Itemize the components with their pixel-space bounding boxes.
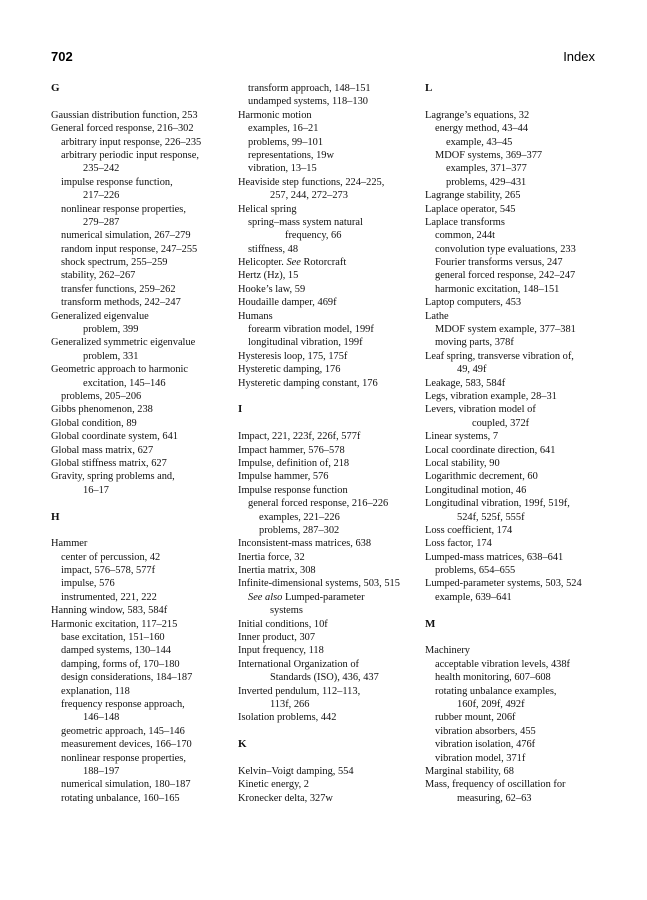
index-entry: Harmonic motion xyxy=(238,109,312,121)
index-subentry: center of percussion, 42 xyxy=(61,551,161,563)
letter-heading: M xyxy=(425,617,436,630)
index-entry: Legs, vibration example, 28–31 xyxy=(425,390,557,402)
index-subentry: coupled, 372f xyxy=(472,417,530,429)
index-entry: Gibbs phenomenon, 238 xyxy=(51,404,153,416)
index-subentry: instrumented, 221, 222 xyxy=(61,591,157,603)
index-entry: International Organization of xyxy=(238,658,359,670)
section-spacer xyxy=(51,497,231,510)
index-subentry: measurement devices, 166–170 xyxy=(61,739,192,751)
index-subentry: stiffness, 48 xyxy=(248,243,299,255)
index-subentry: arbitrary input response, 226–235 xyxy=(61,136,202,148)
index-subentry: general forced response, 242–247 xyxy=(435,270,576,282)
index-subentry: energy method, 43–44 xyxy=(435,123,529,135)
index-entry: Leaf spring, transverse vibration of, xyxy=(425,350,574,362)
index-column-3 xyxy=(425,82,605,805)
index-entry: Heaviside step functions, 224–225, xyxy=(238,176,385,188)
index-entry: Linear systems, 7 xyxy=(425,431,499,443)
index-entry: Machinery xyxy=(425,645,471,657)
index-subentry: health monitoring, 607–608 xyxy=(435,672,551,684)
index-entry: Lagrange stability, 265 xyxy=(425,190,521,202)
index-subentry: problems, 99–101 xyxy=(248,136,324,148)
index-subentry: rubber mount, 206f xyxy=(435,712,516,724)
index-column-2 xyxy=(238,82,418,805)
index-subentry: spring–mass system natural xyxy=(248,216,363,228)
index-subentry: examples, 221–226 xyxy=(259,511,340,523)
see-reference: See xyxy=(286,257,301,269)
index-subentry: 160f, 209f, 492f xyxy=(457,698,525,710)
index-subentry: convolution type evaluations, 233 xyxy=(435,243,576,255)
index-subentry: example, 43–45 xyxy=(446,136,513,148)
section-spacer xyxy=(425,631,605,644)
index-entry: Inertia matrix, 308 xyxy=(238,565,316,577)
index-subentry: general forced response, 216–226 xyxy=(248,498,389,510)
index-subentry: damping, forms of, 170–180 xyxy=(61,658,180,670)
entry-text: Helicopter. xyxy=(238,257,287,269)
index-subentry: transfer functions, 259–262 xyxy=(61,283,176,295)
index-entry: Kronecker delta, 327w xyxy=(238,792,333,804)
index-subentry: excitation, 145–146 xyxy=(83,377,166,389)
index-subentry: examples, 371–377 xyxy=(446,163,527,175)
section-spacer xyxy=(51,524,231,537)
page-header xyxy=(51,49,595,65)
index-entry: Impulse hammer, 576 xyxy=(238,471,329,483)
index-entry: Inconsistent-mass matrices, 638 xyxy=(238,538,372,550)
index-entry: Laptop computers, 453 xyxy=(425,297,522,309)
index-subentry: common, 244t xyxy=(435,230,496,242)
index-entry: Global stiffness matrix, 627 xyxy=(51,457,167,469)
index-subentry: longitudinal vibration, 199f xyxy=(248,337,363,349)
index-subentry: 217–226 xyxy=(83,190,120,202)
index-entry: Helical spring xyxy=(238,203,297,215)
letter-heading: L xyxy=(425,82,433,94)
index-subentry: geometric approach, 145–146 xyxy=(61,725,185,737)
index-subentry: transform approach, 148–151 xyxy=(248,83,371,94)
running-head: Index xyxy=(563,49,595,64)
index-subentry: design considerations, 184–187 xyxy=(61,672,193,684)
index-entry: Laplace operator, 545 xyxy=(425,203,516,215)
index-subentry: Fourier transforms versus, 247 xyxy=(435,257,563,269)
index-entry: Levers, vibration model of xyxy=(425,404,536,416)
index-entry: Lagrange’s equations, 32 xyxy=(425,109,530,121)
index-subentry: problem, 399 xyxy=(83,324,139,336)
index-entry: Generalized symmetric eigenvalue xyxy=(51,337,196,349)
index-subentry: 16–17 xyxy=(83,484,109,496)
index-subentry: 49, 49f xyxy=(457,364,487,376)
index-subentry: problems, 287–302 xyxy=(259,524,340,536)
index-subentry: nonlinear response properties, xyxy=(61,752,186,764)
index-subentry: moving parts, 378f xyxy=(435,337,514,349)
index-subentry: acceptable vibration levels, 438f xyxy=(435,658,571,670)
index-subentry: impulse response function, xyxy=(61,176,173,188)
index-entry: Input frequency, 118 xyxy=(238,645,324,657)
index-entry: Impact, 221, 223f, 226f, 577f xyxy=(238,431,361,443)
index-entry: Impulse response function xyxy=(238,484,348,496)
index-subentry: vibration absorbers, 455 xyxy=(435,725,536,737)
index-entry: Lumped-parameter systems, 503, 524 xyxy=(425,578,582,590)
index-entry: Houdaille damper, 469f xyxy=(238,297,337,309)
index-entry: Loss factor, 174 xyxy=(425,538,492,550)
index-entry: Marginal stability, 68 xyxy=(425,765,514,777)
index-subentry: problems, 654–655 xyxy=(435,565,516,577)
entry-text: Rotorcraft xyxy=(300,257,347,269)
index-subentry: rotating unbalance examples, xyxy=(435,685,557,697)
index-subentry: 279–287 xyxy=(83,216,120,228)
index-column-1 xyxy=(51,82,231,805)
index-cross-reference xyxy=(238,591,418,604)
index-subentry: MDOF system example, 377–381 xyxy=(435,324,576,336)
index-entry: Lumped-mass matrices, 638–641 xyxy=(425,551,564,563)
index-subentry: rotating unbalance, 160–165 xyxy=(61,792,180,804)
index-subentry: problem, 331 xyxy=(83,350,139,362)
index-entry: Local coordinate direction, 641 xyxy=(425,444,556,456)
section-spacer xyxy=(238,752,418,765)
index-subentry: impulse, 576 xyxy=(61,578,115,590)
index-entry: Infinite-dimensional systems, 503, 515 xyxy=(238,578,400,590)
index-entry: Inverted pendulum, 112–113, xyxy=(238,685,361,697)
index-entry: Laplace transforms xyxy=(425,216,505,228)
index-entry: Inertia force, 32 xyxy=(238,551,305,563)
index-subentry: 146–148 xyxy=(83,712,120,724)
index-entry: Loss coefficient, 174 xyxy=(425,524,513,536)
index-subentry: forearm vibration model, 199f xyxy=(248,324,374,336)
index-subentry: examples, 16–21 xyxy=(248,123,319,135)
index-subentry: damped systems, 130–144 xyxy=(61,645,171,657)
index-subentry: base excitation, 151–160 xyxy=(61,632,165,644)
index-entry: Mass, frequency of oscillation for xyxy=(425,779,566,791)
index-entry: Harmonic excitation, 117–215 xyxy=(51,618,178,630)
index-subentry: stability, 262–267 xyxy=(61,270,136,282)
letter-heading: H xyxy=(51,510,60,523)
index-entry: Inner product, 307 xyxy=(238,632,316,644)
index-entry: Gravity, spring problems and, xyxy=(51,471,175,483)
index-entry: Geometric approach to harmonic xyxy=(51,364,189,376)
index-subentry: random input response, 247–255 xyxy=(61,243,198,255)
index-subentry: MDOF systems, 369–377 xyxy=(435,149,543,161)
index-subentry: numerical simulation, 267–279 xyxy=(61,230,191,242)
index-entry: Global coordinate system, 641 xyxy=(51,431,178,443)
index-entry: Hysteresis loop, 175, 175f xyxy=(238,350,348,362)
index-entry: Gaussian distribution function, 253 xyxy=(51,109,198,121)
index-subentry: frequency, 66 xyxy=(285,230,342,242)
section-spacer xyxy=(238,390,418,403)
page-number: 702 xyxy=(51,49,73,64)
index-entry: Lathe xyxy=(425,310,449,322)
index-entry: Impulse, definition of, 218 xyxy=(238,457,350,469)
index-entry: Hertz (Hz), 15 xyxy=(238,270,299,282)
section-spacer xyxy=(238,417,418,430)
letter-heading: I xyxy=(238,403,243,416)
index-subentry: 524f, 525f, 555f xyxy=(457,511,525,523)
index-subentry: 235–242 xyxy=(83,163,120,175)
index-subentry: impact, 576–578, 577f xyxy=(61,565,156,577)
index-entry: Isolation problems, 442 xyxy=(238,712,337,724)
index-subentry: harmonic excitation, 148–151 xyxy=(435,283,560,295)
index-entry: Initial conditions, 10f xyxy=(238,618,328,630)
index-entry: Global condition, 89 xyxy=(51,417,137,429)
index-entry: Hysteretic damping constant, 176 xyxy=(238,377,378,389)
index-entry: Humans xyxy=(238,310,273,322)
index-subentry: vibration isolation, 476f xyxy=(435,739,536,751)
section-spacer xyxy=(51,95,231,108)
entry-text: Lumped-parameter xyxy=(282,591,365,603)
index-subentry: undamped systems, 118–130 xyxy=(248,96,368,108)
index-entry: Impact hammer, 576–578 xyxy=(238,444,345,456)
section-spacer xyxy=(238,725,418,738)
index-entry: Global mass matrix, 627 xyxy=(51,444,154,456)
index-entry: Leakage, 583, 584f xyxy=(425,377,506,389)
index-subentry: 257, 244, 272–273 xyxy=(270,190,348,202)
letter-heading: K xyxy=(238,738,247,751)
index-entry: General forced response, 216–302 xyxy=(51,123,194,135)
index-subentry: transform methods, 242–247 xyxy=(61,297,181,309)
index-entry: Logarithmic decrement, 60 xyxy=(425,471,538,483)
index-subentry: nonlinear response properties, xyxy=(61,203,186,215)
index-entry: Longitudinal vibration, 199f, 519f, xyxy=(425,498,570,510)
index-entry: Hooke’s law, 59 xyxy=(238,283,306,295)
index-entry: Hysteretic damping, 176 xyxy=(238,364,341,376)
index-subentry: measuring, 62–63 xyxy=(457,792,532,804)
index-entry: Kinetic energy, 2 xyxy=(238,779,309,791)
index-subentry: representations, 19w xyxy=(248,149,334,161)
section-spacer xyxy=(425,604,605,617)
letter-heading: G xyxy=(51,82,60,94)
index-subentry: Standards (ISO), 436, 437 xyxy=(270,672,379,684)
index-subentry: vibration model, 371f xyxy=(435,752,526,764)
index-subentry: arbitrary periodic input response, xyxy=(61,149,199,161)
index-entry: Local stability, 90 xyxy=(425,457,500,469)
index-subentry: example, 639–641 xyxy=(435,591,512,603)
index-subentry: shock spectrum, 255–259 xyxy=(61,257,168,269)
index-subentry: systems xyxy=(270,605,303,617)
index-entry: Kelvin–Voigt damping, 554 xyxy=(238,765,354,777)
index-entry: Generalized eigenvalue xyxy=(51,310,149,322)
index-subentry: numerical simulation, 180–187 xyxy=(61,779,191,791)
index-subentry: 188–197 xyxy=(83,765,120,777)
index-cross-reference xyxy=(238,256,418,269)
index-subentry: vibration, 13–15 xyxy=(248,163,317,175)
index-subentry: explanation, 118 xyxy=(61,685,130,697)
index-subentry: problems, 429–431 xyxy=(446,176,527,188)
see-reference: See also xyxy=(248,591,283,603)
index-entry: Hammer xyxy=(51,538,88,550)
index-subentry: 113f, 266 xyxy=(270,698,310,710)
index-entry: Hanning window, 583, 584f xyxy=(51,605,168,617)
index-subentry: frequency response approach, xyxy=(61,698,185,710)
index-entry: Longitudinal motion, 46 xyxy=(425,484,527,496)
index-subentry: problems, 205–206 xyxy=(61,390,142,402)
section-spacer xyxy=(425,95,605,108)
